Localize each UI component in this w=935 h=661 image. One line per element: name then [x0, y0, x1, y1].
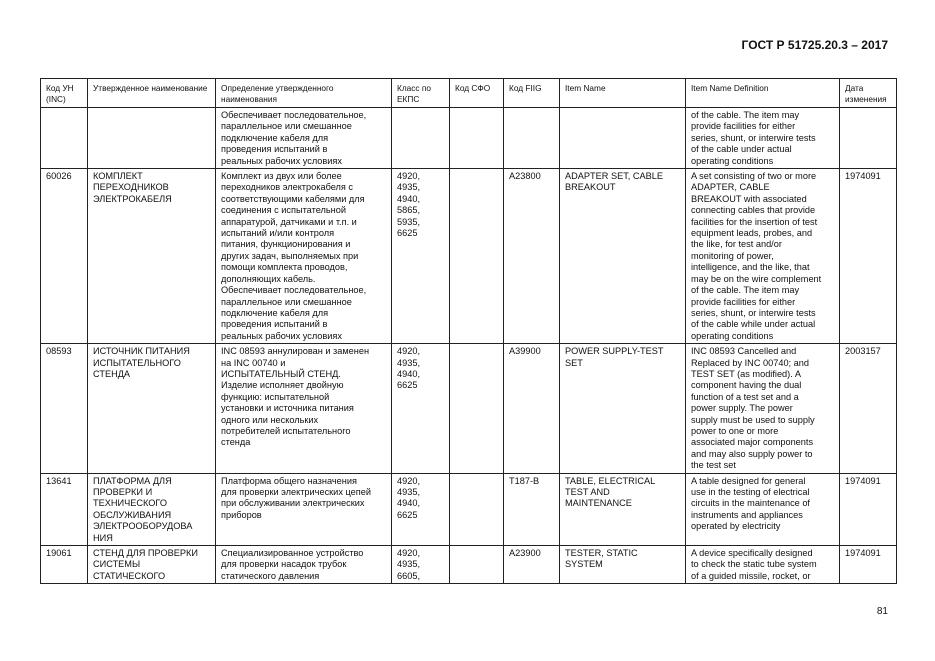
cell-sfo [450, 546, 504, 584]
cell-name-ru: ПЛАТФОРМА ДЛЯ ПРОВЕРКИ И ТЕХНИЧЕСКОГО ОБСЛУЖИВАНИЯ ЭЛЕКТРООБОРУДОВА НИЯ [88, 473, 216, 545]
col-header-item-name: Item Name [560, 79, 686, 108]
cell-item-name: TABLE, ELECTRICAL TEST AND MAINTENANCE [560, 473, 686, 545]
cell-inc: 19061 [41, 546, 88, 584]
cell-sfo [450, 473, 504, 545]
cell-def-ru: Платформа общего назначения для проверки электрических цепей при обслуживании электрических приборов [216, 473, 392, 545]
table-row [41, 108, 897, 169]
col-header-date: Дата изменения [840, 79, 897, 108]
cell-ekps: 4920, 4935, 4940, 6625 [392, 473, 450, 545]
col-header-fiig: Код FIIG [504, 79, 560, 108]
cell-def-ru: Обеспечивает последовательное, параллельное или смешанное подключение кабеля для проведения испытаний в реальных рабочих условиях [216, 108, 392, 169]
table-header-row [41, 79, 897, 108]
cell-item-name: ADAPTER SET, CABLE BREAKOUT [560, 169, 686, 344]
cell-fiig [504, 108, 560, 169]
cell-item-name: POWER SUPPLY-TEST SET [560, 344, 686, 473]
cell-name-ru [88, 108, 216, 169]
table-row [41, 344, 897, 473]
cell-ekps [392, 108, 450, 169]
cell-ekps: 4920, 4935, 6605, [392, 546, 450, 584]
cell-date [840, 108, 897, 169]
cell-item-def: A device specifically designed to check the static tube system of a guided missile, rocket, or [686, 546, 840, 584]
cell-fiig: T187-B [504, 473, 560, 545]
cell-inc: 08593 [41, 344, 88, 473]
cell-name-ru: КОМПЛЕКТ ПЕРЕХОДНИКОВ ЭЛЕКТРОКАБЕЛЯ [88, 169, 216, 344]
cell-def-ru: Комплект из двух или более переходников электрокабеля с соответствующими кабелями для соединения с испытательной аппаратурой, датчиками и т.п. и испытаний и/или контроля питания, функционирования и других задач, выполняемых при помощи комплекта проводов, дополняющих кабель. Обеспечивает последовательное, параллельное или смешанное подключение кабеля для проведения испытаний в реальных рабочих условиях [216, 169, 392, 344]
cell-sfo [450, 344, 504, 473]
cell-def-ru: INC 08593 аннулирован и заменен на INC 00740 и ИСПЫТАТЕЛЬНЫЙ СТЕНД. Изделие исполняет двойную функцию: испытательной установки и источника питания одного или нескольких потребителей испытательного стенда [216, 344, 392, 473]
cell-date: 1974091 [840, 473, 897, 545]
cell-date: 2003157 [840, 344, 897, 473]
catalog-table [40, 78, 897, 584]
col-header-sfo: Код СФО [450, 79, 504, 108]
cell-inc: 13641 [41, 473, 88, 545]
table-row [41, 546, 897, 584]
cell-name-ru: ИСТОЧНИК ПИТАНИЯ ИСПЫТАТЕЛЬНОГО СТЕНДА [88, 344, 216, 473]
cell-item-name: TESTER, STATIC SYSTEM [560, 546, 686, 584]
col-header-item-def: Item Name Definition [686, 79, 840, 108]
col-header-inc: Код УН (INC) [41, 79, 88, 108]
document-header: ГОСТ Р 51725.20.3 – 2017 [741, 38, 888, 52]
cell-date: 1974091 [840, 546, 897, 584]
cell-sfo [450, 108, 504, 169]
cell-item-def: INC 08593 Cancelled and Replaced by INC 00740; and TEST SET (as modified). A component having the dual function of a test set and a power supply. The power supply must be used to supply power to one or more associated major components and may also supply power to the test set [686, 344, 840, 473]
cell-fiig: A23800 [504, 169, 560, 344]
cell-fiig: A39900 [504, 344, 560, 473]
page-number: 81 [876, 606, 888, 617]
cell-item-def: A set consisting of two or more ADAPTER, CABLE BREAKOUT with associated connecting cables that provide facilities for the insertion of test equipment leads, probes, and the like, for test and/or monitoring of power, intelligence, and the like, that may be on the wire complement of the cable. The item may provide facilities for either series, shunt, or interwire tests of the cable while under actual operating conditions [686, 169, 840, 344]
col-header-def-ru: Определение утвержденного наименования [216, 79, 392, 108]
cell-inc [41, 108, 88, 169]
cell-ekps: 4920, 4935, 4940, 6625 [392, 344, 450, 473]
cell-item-def: of the cable. The item may provide facilities for either series, shunt, or interwire tests of the cable under actual operating conditions [686, 108, 840, 169]
cell-date: 1974091 [840, 169, 897, 344]
col-header-name-ru: Утвержденное наименование [88, 79, 216, 108]
cell-ekps: 4920, 4935, 4940, 5865, 5935, 6625 [392, 169, 450, 344]
cell-item-def: A table designed for general use in the testing of electrical circuits in the maintenance of instruments and appliances operated by electricity [686, 473, 840, 545]
cell-sfo [450, 169, 504, 344]
table-row [41, 169, 897, 344]
cell-inc: 60026 [41, 169, 88, 344]
cell-fiig: A23900 [504, 546, 560, 584]
cell-name-ru: СТЕНД ДЛЯ ПРОВЕРКИ СИСТЕМЫ СТАТИЧЕСКОГО [88, 546, 216, 584]
cell-item-name [560, 108, 686, 169]
table-row [41, 473, 897, 545]
cell-def-ru: Специализированное устройство для проверки насадок трубок статического давления [216, 546, 392, 584]
col-header-ekps: Класс по ЕКПС [392, 79, 450, 108]
